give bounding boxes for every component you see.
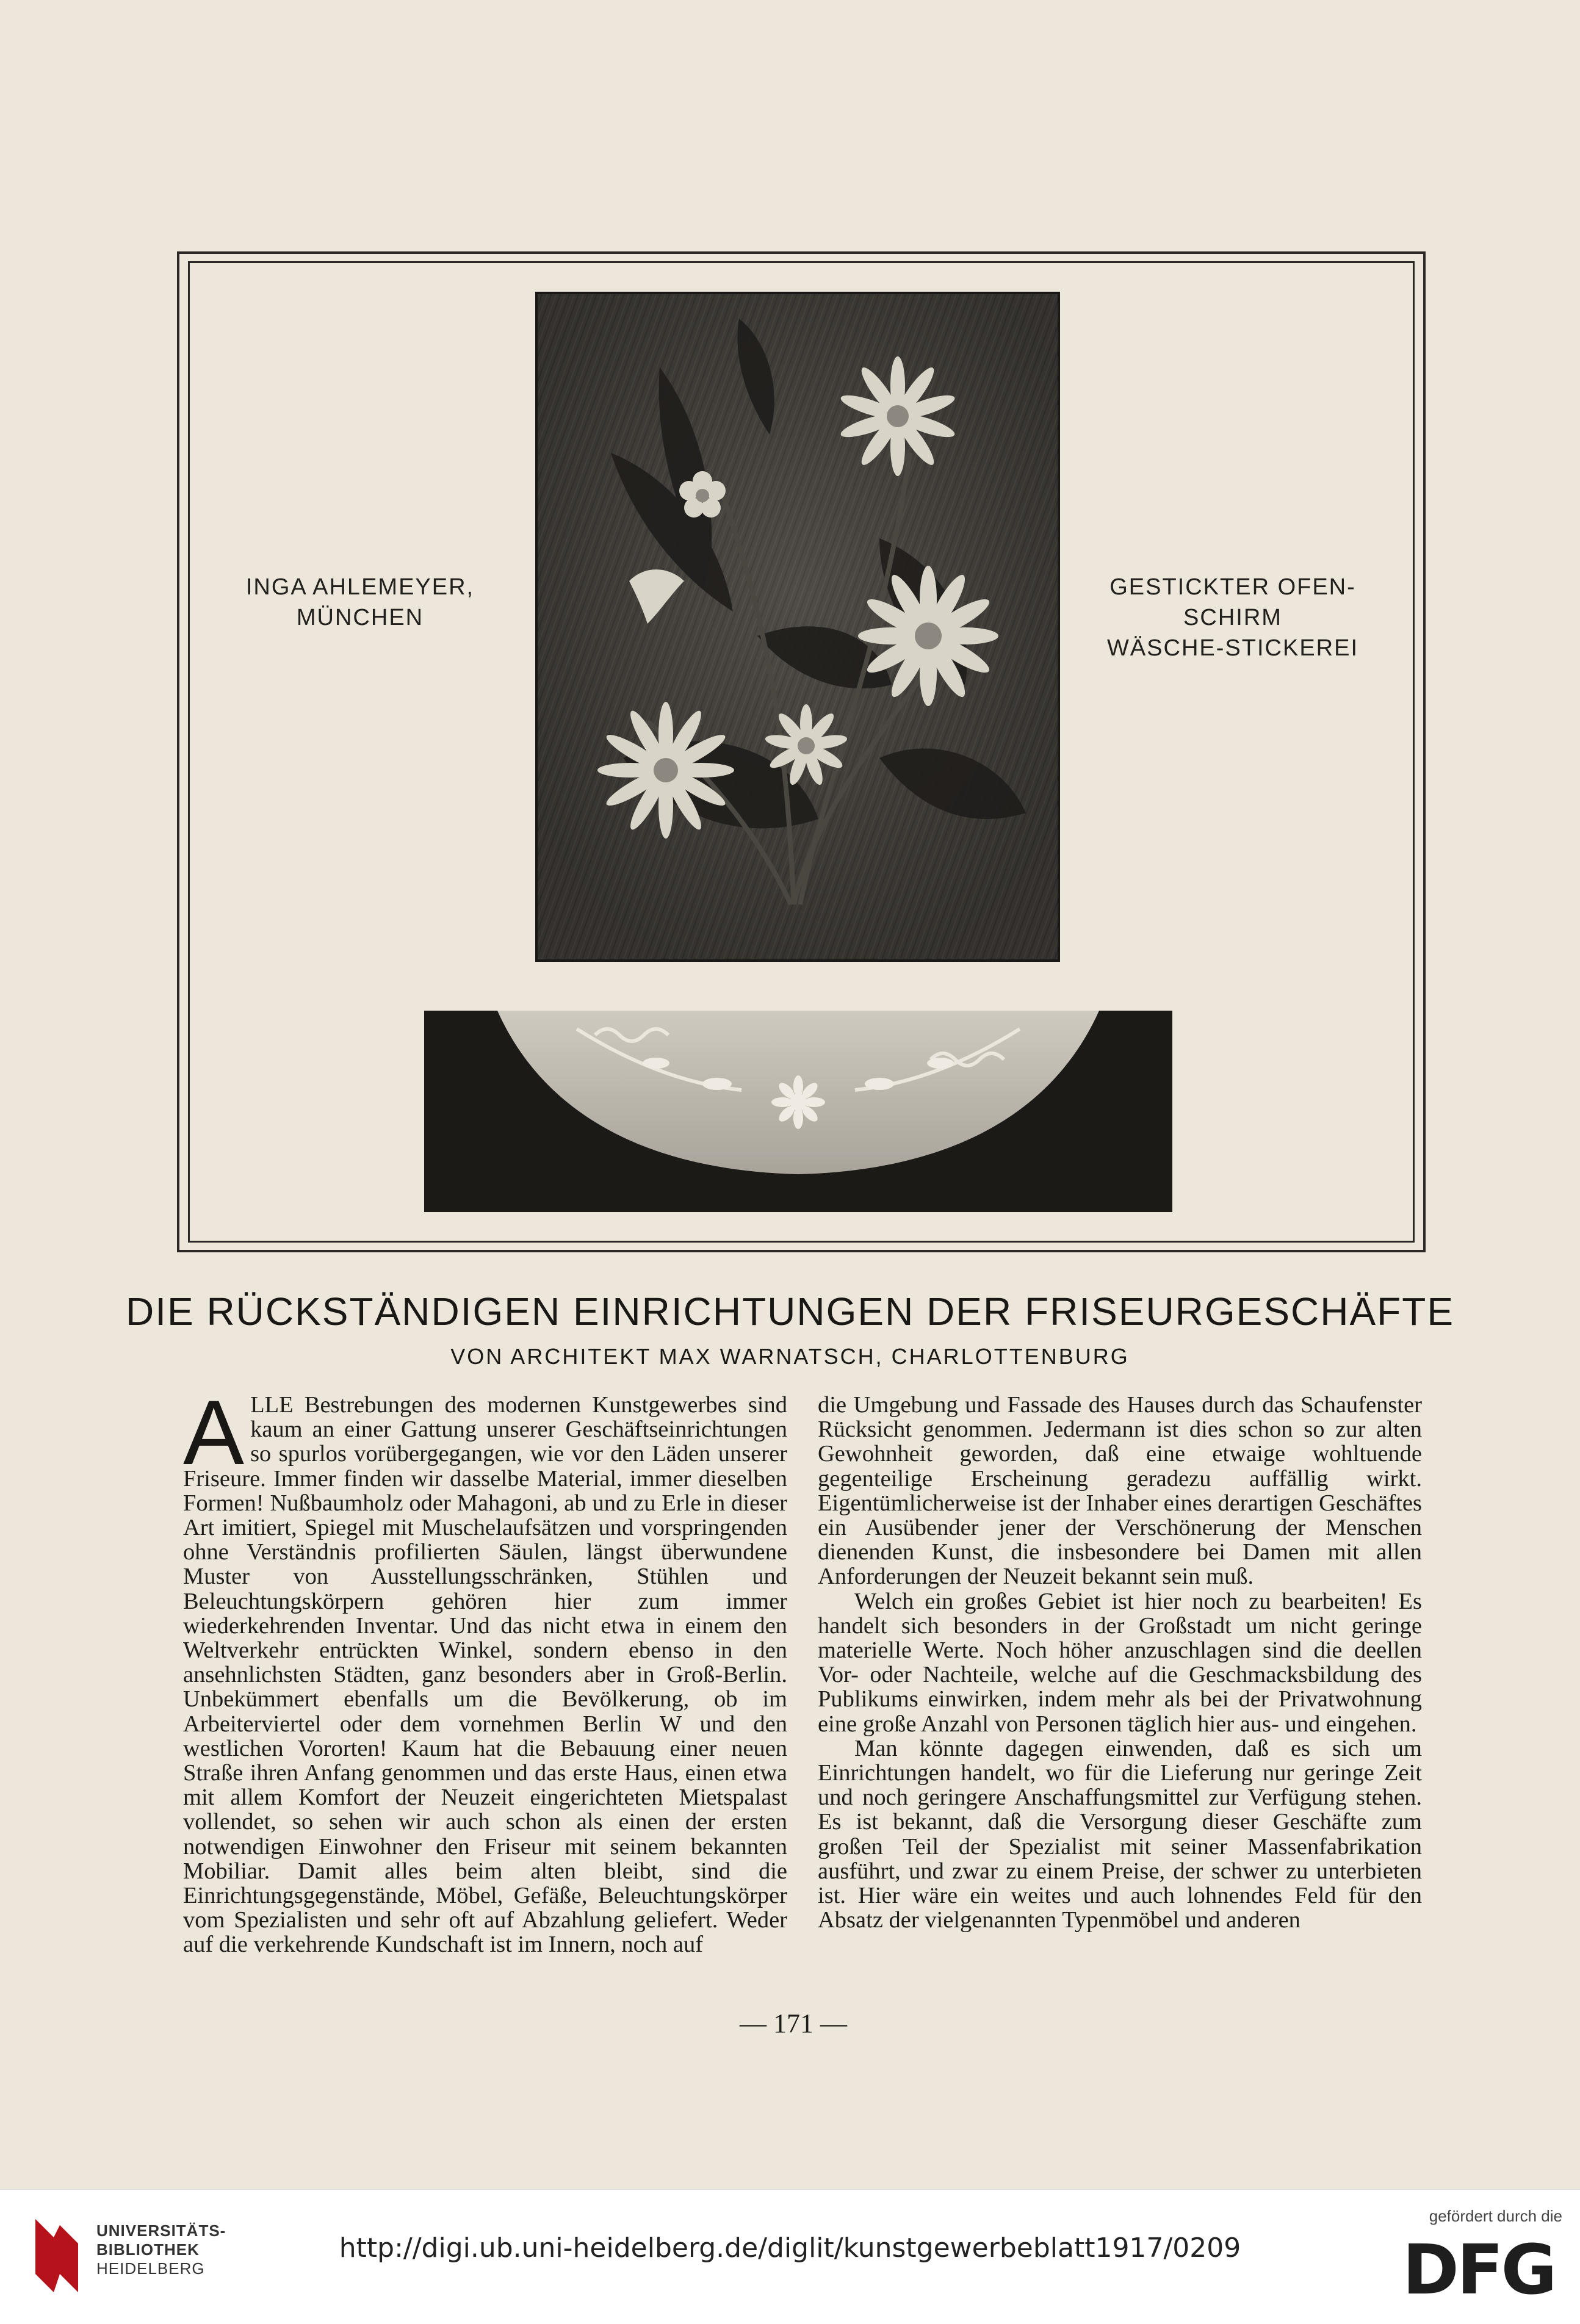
caption-artist-line: MÜNCHEN bbox=[296, 605, 424, 630]
dfg-logo: DFG bbox=[1402, 2231, 1555, 2310]
paragraph: LLE Bestrebungen des modernen Kunstgewerbes sind kaum an einer Gattung unserer Geschäftseinrichtungen so spurlos vorübergegangen, wie vor den Läden unserer Friseure. Immer finden wir dasselbe Material, immer dieselben Formen! Nußbaumholz oder Mahagoni, ab und zu Erle in dieser Art imitiert, Spiegel mit Muschelaufsätzen und vorspringenden ohne Verständnis profilierten Säulen, längst überwundene Muster von Ausstellungsschränken, Stühlen und Beleuchtungskörpern gehören hier zum immer wiederkehrenden Inventar. Und das nicht etwa in einem den Weltverkehr entrückten Winkel, sondern ebenso in den ansehnlichsten Städten, ganz besonders aber in Groß-Berlin. Unbekümmert ebenfalls um die Bevölkerung, ob im Arbeiterviertel oder dem vornehmen Berlin W und den westlichen Vororten! Kaum hat die Bebauung einer neuen Straße ihren Anfang genommen und das erste Haus, einen etwa mit allem Komfort der Neuzeit eingerichteten Mietspalast vollendet, so sehen wir auch schon als einen der ersten notwendigen Einwohner den Friseur mit seinem bekannten Mobiliar. Damit alles beim alten bleibt, sind die Einrichtungsgegenstände, Möbel, Gefäße, Beleuchtungskörper vom Spezialisten und sehr oft auf Abzahlung geliefert. Weder auf die verkehrende Kundschaft ist im Innern, noch auf bbox=[183, 1392, 787, 1958]
caption-artist-line: INGA AHLEMEYER, bbox=[245, 574, 475, 600]
library-name-line: UNIVERSITÄTS- bbox=[96, 2221, 226, 2240]
caption-object-line: WÄSCHE-STICKEREI bbox=[1106, 635, 1359, 661]
caption-object-line: GESTICKTER OFEN- bbox=[1109, 574, 1356, 600]
embroidered-screen-photo bbox=[535, 292, 1060, 962]
paragraph: Welch ein großes Gebiet ist hier noch zu bearbeiten! Es handelt sich besonders in der Großstadt um nicht geringe materielle Werte. Noch höher anzuschlagen sind die deellen Vor- oder Nachteile, welche auf die Geschmacksbildung des Publikums einwirken, indem mehr als bei der Privatwohnung eine große Anzahl von Personen täglich hier aus- und eingehen. bbox=[818, 1588, 1422, 1737]
digitization-footer bbox=[0, 2189, 1580, 2324]
paragraph: die Umgebung und Fassade des Hauses durch das Schaufenster Rücksicht genommen. Jedermann ist dies schon so zur alten Gewohnheit geworden, daß eine etwaige wohltuende gegenteilige Erscheinung geradezu auffällig wirkt. Eigentümlicherweise ist der Inhaber eines derartigen Geschäftes ein Ausübender jener der Verschönerung der Menschen dienenden Kunst, die insbesondere bei Damen mit allen Anforderungen der Neuzeit bekannt sein muß. bbox=[818, 1392, 1422, 1590]
caption-object bbox=[1092, 572, 1373, 663]
embroidery-illustration bbox=[538, 294, 1058, 959]
article-column-right bbox=[818, 1393, 1422, 1932]
article-column-left bbox=[183, 1381, 787, 1958]
caption-artist bbox=[220, 572, 500, 633]
permalink-url[interactable]: http://digi.ub.uni-heidelberg.de/diglit/kunstgewerbeblatt1917/0209 bbox=[339, 2232, 1241, 2264]
paragraph: Man könnte dagegen einwenden, daß es sich um Einrichtungen handelt, wo für die Lieferung nur geringe Zeit und noch geringere Anschaffungsmittel zur Verfügung stehen. Es ist bekannt, daß die Versorgung dieser Geschäfte zum großen Teil der Spezialist mit seiner Massenfabrikation ausführt, und zwar zu einem Preise, der schwer zu unterbieten ist. Hier wäre ein weites und auch lohnendes Feld für den Absatz der vielgenannten Typenmöbel und anderen bbox=[818, 1735, 1422, 1933]
page-number: — 171 — bbox=[740, 2008, 847, 2038]
library-name-line: BIBLIOTHEK bbox=[96, 2240, 200, 2259]
drop-cap: A bbox=[183, 1381, 245, 1484]
library-name-line: HEIDELBERG bbox=[96, 2259, 205, 2278]
caption-object-line: SCHIRM bbox=[1183, 605, 1282, 630]
runner-illustration bbox=[424, 1011, 1172, 1212]
funding-note: gefördert durch die bbox=[1429, 2207, 1562, 2225]
embroidered-runner-photo bbox=[424, 1011, 1172, 1212]
article-byline: VON ARCHITEKT MAX WARNATSCH, CHARLOTTENBURG bbox=[450, 1344, 1130, 1369]
article-title: DIE RÜCKSTÄNDIGEN EINRICHTUNGEN DER FRISEURGESCHÄFTE bbox=[125, 1290, 1455, 1333]
